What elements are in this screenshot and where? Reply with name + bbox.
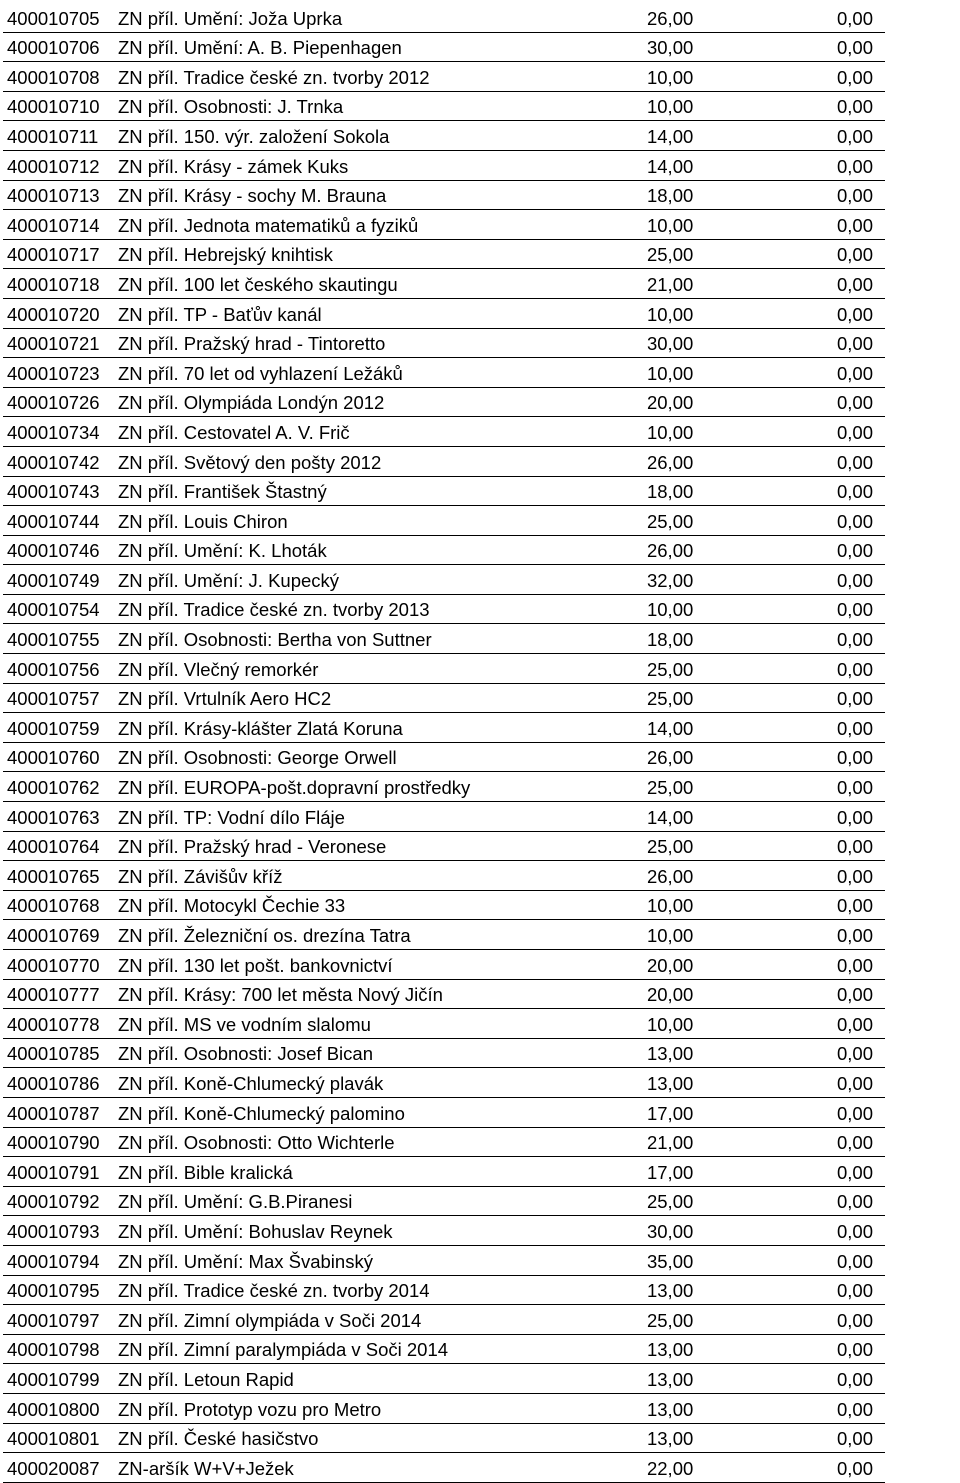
- table-row: [3, 1305, 885, 1335]
- item-description: ZN příl. Prototyp vozu pro Metro: [114, 1393, 576, 1423]
- item-code: 400010763: [3, 802, 114, 832]
- item-price: 25,00: [576, 239, 697, 269]
- item-description: ZN příl. František Štastný: [114, 476, 576, 506]
- item-description: ZN příl. Motocykl Čechie 33: [114, 890, 576, 920]
- item-description: ZN příl. TP - Baťův kanál: [114, 298, 576, 328]
- table-row: [3, 831, 885, 861]
- item-quantity: 0,00: [697, 150, 885, 180]
- item-code: 400010744: [3, 506, 114, 536]
- item-quantity: 0,00: [697, 1216, 885, 1246]
- item-description: ZN příl. Zimní olympiáda v Soči 2014: [114, 1305, 576, 1335]
- item-description: ZN příl. TP: Vodní dílo Fláje: [114, 802, 576, 832]
- item-quantity: 0,00: [697, 1453, 885, 1483]
- item-description: ZN příl. MS ve vodním slalomu: [114, 1009, 576, 1039]
- item-description: ZN příl. Osobnosti: J. Trnka: [114, 91, 576, 121]
- item-quantity: 0,00: [697, 1334, 885, 1364]
- item-code: 400010793: [3, 1216, 114, 1246]
- item-quantity: 0,00: [697, 298, 885, 328]
- item-description: ZN příl. Koně-Chlumecký palomino: [114, 1097, 576, 1127]
- item-quantity: 0,00: [697, 802, 885, 832]
- item-price: 18,00: [576, 476, 697, 506]
- item-description: ZN příl. 70 let od vyhlazení Ležáků: [114, 358, 576, 388]
- item-quantity: 0,00: [697, 1393, 885, 1423]
- item-code: 400010799: [3, 1364, 114, 1394]
- item-price: 10,00: [576, 358, 697, 388]
- item-quantity: 0,00: [697, 3, 885, 32]
- item-description: ZN příl. Osobnosti: Bertha von Suttner: [114, 624, 576, 654]
- item-description: ZN příl. Umění: Max Švabinský: [114, 1245, 576, 1275]
- item-code: 400010755: [3, 624, 114, 654]
- item-price: 32,00: [576, 565, 697, 595]
- table-row: [3, 1334, 885, 1364]
- table-row: [3, 417, 885, 447]
- item-quantity: 0,00: [697, 1423, 885, 1453]
- item-price: 30,00: [576, 1216, 697, 1246]
- item-price: 10,00: [576, 594, 697, 624]
- item-code: 400010785: [3, 1038, 114, 1068]
- item-description: ZN příl. Umění: Bohuslav Reynek: [114, 1216, 576, 1246]
- item-code: 400010768: [3, 890, 114, 920]
- item-price: 10,00: [576, 920, 697, 950]
- table-row: [3, 565, 885, 595]
- item-quantity: 0,00: [697, 180, 885, 210]
- table-row: [3, 1068, 885, 1098]
- table-row: [3, 920, 885, 950]
- item-quantity: 0,00: [697, 1097, 885, 1127]
- item-price: 13,00: [576, 1334, 697, 1364]
- item-price: 10,00: [576, 417, 697, 447]
- item-code: 400010717: [3, 239, 114, 269]
- item-code: 400010746: [3, 535, 114, 565]
- table-row: [3, 328, 885, 358]
- item-price: 26,00: [576, 446, 697, 476]
- item-quantity: 0,00: [697, 624, 885, 654]
- item-description: ZN příl. Louis Chiron: [114, 506, 576, 536]
- item-price: 21,00: [576, 1127, 697, 1157]
- table-row: [3, 121, 885, 151]
- item-quantity: 0,00: [697, 1364, 885, 1394]
- table-row: [3, 1186, 885, 1216]
- table-row: [3, 890, 885, 920]
- item-code: 400010792: [3, 1186, 114, 1216]
- item-code: 400020087: [3, 1453, 114, 1483]
- item-quantity: 0,00: [697, 861, 885, 891]
- item-code: 400010713: [3, 180, 114, 210]
- item-quantity: 0,00: [697, 91, 885, 121]
- item-quantity: 0,00: [697, 1186, 885, 1216]
- table-row: [3, 387, 885, 417]
- item-price: 25,00: [576, 654, 697, 684]
- item-quantity: 0,00: [697, 1305, 885, 1335]
- item-quantity: 0,00: [697, 1245, 885, 1275]
- item-code: 400010759: [3, 713, 114, 743]
- item-price: 25,00: [576, 683, 697, 713]
- item-description: ZN příl. Cestovatel A. V. Frič: [114, 417, 576, 447]
- item-price: 25,00: [576, 1305, 697, 1335]
- item-description: ZN příl. Umění: G.B.Piranesi: [114, 1186, 576, 1216]
- table-row: [3, 239, 885, 269]
- item-description: ZN příl. Pražský hrad - Veronese: [114, 831, 576, 861]
- item-description: ZN příl. Hebrejský knihtisk: [114, 239, 576, 269]
- item-price: 14,00: [576, 150, 697, 180]
- table-row: [3, 802, 885, 832]
- table-row: [3, 772, 885, 802]
- item-description: ZN příl. České hasičstvo: [114, 1423, 576, 1453]
- table-row: [3, 62, 885, 92]
- item-quantity: 0,00: [697, 62, 885, 92]
- table-row: [3, 358, 885, 388]
- item-description: ZN-aršík W+V+Ježek: [114, 1453, 576, 1483]
- item-code: 400010798: [3, 1334, 114, 1364]
- item-price: 13,00: [576, 1275, 697, 1305]
- item-quantity: 0,00: [697, 920, 885, 950]
- item-description: ZN příl. Koně-Chlumecký plavák: [114, 1068, 576, 1098]
- item-quantity: 0,00: [697, 210, 885, 240]
- item-code: 400010754: [3, 594, 114, 624]
- table-row: [3, 506, 885, 536]
- item-description: ZN příl. Závišův kříž: [114, 861, 576, 891]
- item-quantity: 0,00: [697, 772, 885, 802]
- item-quantity: 0,00: [697, 32, 885, 62]
- item-code: 400010797: [3, 1305, 114, 1335]
- item-quantity: 0,00: [697, 1068, 885, 1098]
- item-price: 18,00: [576, 624, 697, 654]
- item-code: 400010726: [3, 387, 114, 417]
- item-quantity: 0,00: [697, 979, 885, 1009]
- table-row: [3, 713, 885, 743]
- item-code: 400010778: [3, 1009, 114, 1039]
- item-quantity: 0,00: [697, 594, 885, 624]
- item-description: ZN příl. Vlečný remorkér: [114, 654, 576, 684]
- item-code: 400010764: [3, 831, 114, 861]
- item-description: ZN příl. Zimní paralympiáda v Soči 2014: [114, 1334, 576, 1364]
- item-price: 30,00: [576, 328, 697, 358]
- item-description: ZN příl. Letoun Rapid: [114, 1364, 576, 1394]
- item-description: ZN příl. Umění: K. Lhoták: [114, 535, 576, 565]
- table-row: [3, 624, 885, 654]
- item-quantity: 0,00: [697, 1275, 885, 1305]
- item-quantity: 0,00: [697, 1009, 885, 1039]
- item-code: 400010762: [3, 772, 114, 802]
- item-code: 400010734: [3, 417, 114, 447]
- item-quantity: 0,00: [697, 950, 885, 980]
- item-price: 20,00: [576, 979, 697, 1009]
- item-code: 400010705: [3, 3, 114, 32]
- table-row: [3, 979, 885, 1009]
- item-code: 400010711: [3, 121, 114, 151]
- item-code: 400010760: [3, 742, 114, 772]
- item-code: 400010756: [3, 654, 114, 684]
- item-price: 26,00: [576, 861, 697, 891]
- table-row: [3, 535, 885, 565]
- item-description: ZN příl. Pražský hrad - Tintoretto: [114, 328, 576, 358]
- item-quantity: 0,00: [697, 713, 885, 743]
- table-row: [3, 950, 885, 980]
- table-row: [3, 1245, 885, 1275]
- item-description: ZN příl. Osobnosti: George Orwell: [114, 742, 576, 772]
- table-row: [3, 594, 885, 624]
- item-code: 400010743: [3, 476, 114, 506]
- item-price: 26,00: [576, 3, 697, 32]
- table-row: [3, 150, 885, 180]
- item-code: 400010710: [3, 91, 114, 121]
- item-price: 13,00: [576, 1364, 697, 1394]
- item-price: 17,00: [576, 1097, 697, 1127]
- item-code: 400010720: [3, 298, 114, 328]
- item-price: 10,00: [576, 1009, 697, 1039]
- item-quantity: 0,00: [697, 742, 885, 772]
- price-list-body: [3, 3, 885, 1482]
- table-row: [3, 1423, 885, 1453]
- item-description: ZN příl. 130 let pošt. bankovnictví: [114, 950, 576, 980]
- table-row: [3, 742, 885, 772]
- price-list-table: [3, 3, 885, 1483]
- item-price: 13,00: [576, 1038, 697, 1068]
- item-code: 400010712: [3, 150, 114, 180]
- item-code: 400010718: [3, 269, 114, 299]
- item-quantity: 0,00: [697, 831, 885, 861]
- item-price: 13,00: [576, 1393, 697, 1423]
- item-quantity: 0,00: [697, 654, 885, 684]
- item-description: ZN příl. Umění: J. Kupecký: [114, 565, 576, 595]
- price-list-sheet: [0, 3, 958, 1483]
- item-quantity: 0,00: [697, 387, 885, 417]
- item-code: 400010777: [3, 979, 114, 1009]
- item-quantity: 0,00: [697, 417, 885, 447]
- item-code: 400010714: [3, 210, 114, 240]
- item-quantity: 0,00: [697, 239, 885, 269]
- item-code: 400010708: [3, 62, 114, 92]
- item-quantity: 0,00: [697, 1127, 885, 1157]
- item-code: 400010742: [3, 446, 114, 476]
- item-description: ZN příl. Umění: Joža Uprka: [114, 3, 576, 32]
- item-description: ZN příl. Vrtulník Aero HC2: [114, 683, 576, 713]
- table-row: [3, 3, 885, 32]
- item-description: ZN příl. Krásy - zámek Kuks: [114, 150, 576, 180]
- item-code: 400010790: [3, 1127, 114, 1157]
- item-price: 25,00: [576, 506, 697, 536]
- item-description: ZN příl. Tradice české zn. tvorby 2013: [114, 594, 576, 624]
- item-code: 400010706: [3, 32, 114, 62]
- table-row: [3, 180, 885, 210]
- item-price: 14,00: [576, 121, 697, 151]
- item-description: ZN příl. Železniční os. drezína Tatra: [114, 920, 576, 950]
- table-row: [3, 1097, 885, 1127]
- table-row: [3, 1157, 885, 1187]
- item-price: 25,00: [576, 772, 697, 802]
- item-code: 400010770: [3, 950, 114, 980]
- table-row: [3, 1453, 885, 1483]
- item-price: 17,00: [576, 1157, 697, 1187]
- table-row: [3, 1009, 885, 1039]
- table-row: [3, 1038, 885, 1068]
- item-description: ZN příl. Osobnosti: Otto Wichterle: [114, 1127, 576, 1157]
- item-price: 21,00: [576, 269, 697, 299]
- item-description: ZN příl. Krásy - sochy M. Brauna: [114, 180, 576, 210]
- item-quantity: 0,00: [697, 565, 885, 595]
- item-quantity: 0,00: [697, 328, 885, 358]
- item-quantity: 0,00: [697, 269, 885, 299]
- item-quantity: 0,00: [697, 890, 885, 920]
- item-quantity: 0,00: [697, 1038, 885, 1068]
- item-code: 400010757: [3, 683, 114, 713]
- item-price: 10,00: [576, 62, 697, 92]
- table-row: [3, 1364, 885, 1394]
- item-price: 10,00: [576, 210, 697, 240]
- item-price: 20,00: [576, 950, 697, 980]
- item-quantity: 0,00: [697, 683, 885, 713]
- item-price: 14,00: [576, 713, 697, 743]
- item-code: 400010765: [3, 861, 114, 891]
- item-quantity: 0,00: [697, 358, 885, 388]
- item-description: ZN příl. 100 let českého skautingu: [114, 269, 576, 299]
- item-code: 400010769: [3, 920, 114, 950]
- table-row: [3, 446, 885, 476]
- item-description: ZN příl. Tradice české zn. tvorby 2012: [114, 62, 576, 92]
- item-description: ZN příl. Tradice české zn. tvorby 2014: [114, 1275, 576, 1305]
- item-code: 400010801: [3, 1423, 114, 1453]
- item-price: 26,00: [576, 742, 697, 772]
- item-quantity: 0,00: [697, 446, 885, 476]
- item-quantity: 0,00: [697, 506, 885, 536]
- item-price: 22,00: [576, 1453, 697, 1483]
- item-code: 400010800: [3, 1393, 114, 1423]
- item-price: 13,00: [576, 1423, 697, 1453]
- item-price: 35,00: [576, 1245, 697, 1275]
- item-price: 26,00: [576, 535, 697, 565]
- table-row: [3, 1393, 885, 1423]
- item-quantity: 0,00: [697, 121, 885, 151]
- item-price: 20,00: [576, 387, 697, 417]
- item-description: ZN příl. Olympiáda Londýn 2012: [114, 387, 576, 417]
- item-code: 400010787: [3, 1097, 114, 1127]
- item-code: 400010794: [3, 1245, 114, 1275]
- item-price: 13,00: [576, 1068, 697, 1098]
- item-code: 400010721: [3, 328, 114, 358]
- item-price: 14,00: [576, 802, 697, 832]
- table-row: [3, 210, 885, 240]
- item-code: 400010795: [3, 1275, 114, 1305]
- item-quantity: 0,00: [697, 535, 885, 565]
- item-description: ZN příl. 150. výr. založení Sokola: [114, 121, 576, 151]
- item-code: 400010791: [3, 1157, 114, 1187]
- item-price: 10,00: [576, 91, 697, 121]
- table-row: [3, 654, 885, 684]
- table-row: [3, 269, 885, 299]
- item-price: 10,00: [576, 890, 697, 920]
- table-row: [3, 91, 885, 121]
- item-code: 400010786: [3, 1068, 114, 1098]
- table-row: [3, 476, 885, 506]
- item-price: 18,00: [576, 180, 697, 210]
- item-quantity: 0,00: [697, 476, 885, 506]
- table-row: [3, 32, 885, 62]
- item-description: ZN příl. Umění: A. B. Piepenhagen: [114, 32, 576, 62]
- table-row: [3, 1216, 885, 1246]
- item-price: 30,00: [576, 32, 697, 62]
- table-row: [3, 1275, 885, 1305]
- item-code: 400010749: [3, 565, 114, 595]
- item-description: ZN příl. Bible kralická: [114, 1157, 576, 1187]
- item-quantity: 0,00: [697, 1157, 885, 1187]
- item-description: ZN příl. Krásy-klášter Zlatá Koruna: [114, 713, 576, 743]
- item-description: ZN příl. Světový den pošty 2012: [114, 446, 576, 476]
- table-row: [3, 683, 885, 713]
- item-description: ZN příl. EUROPA-pošt.dopravní prostředky: [114, 772, 576, 802]
- table-row: [3, 861, 885, 891]
- item-description: ZN příl. Osobnosti: Josef Bican: [114, 1038, 576, 1068]
- table-row: [3, 298, 885, 328]
- item-price: 25,00: [576, 1186, 697, 1216]
- item-description: ZN příl. Jednota matematiků a fyziků: [114, 210, 576, 240]
- item-price: 10,00: [576, 298, 697, 328]
- table-row: [3, 1127, 885, 1157]
- item-price: 25,00: [576, 831, 697, 861]
- item-description: ZN příl. Krásy: 700 let města Nový Jičín: [114, 979, 576, 1009]
- item-code: 400010723: [3, 358, 114, 388]
